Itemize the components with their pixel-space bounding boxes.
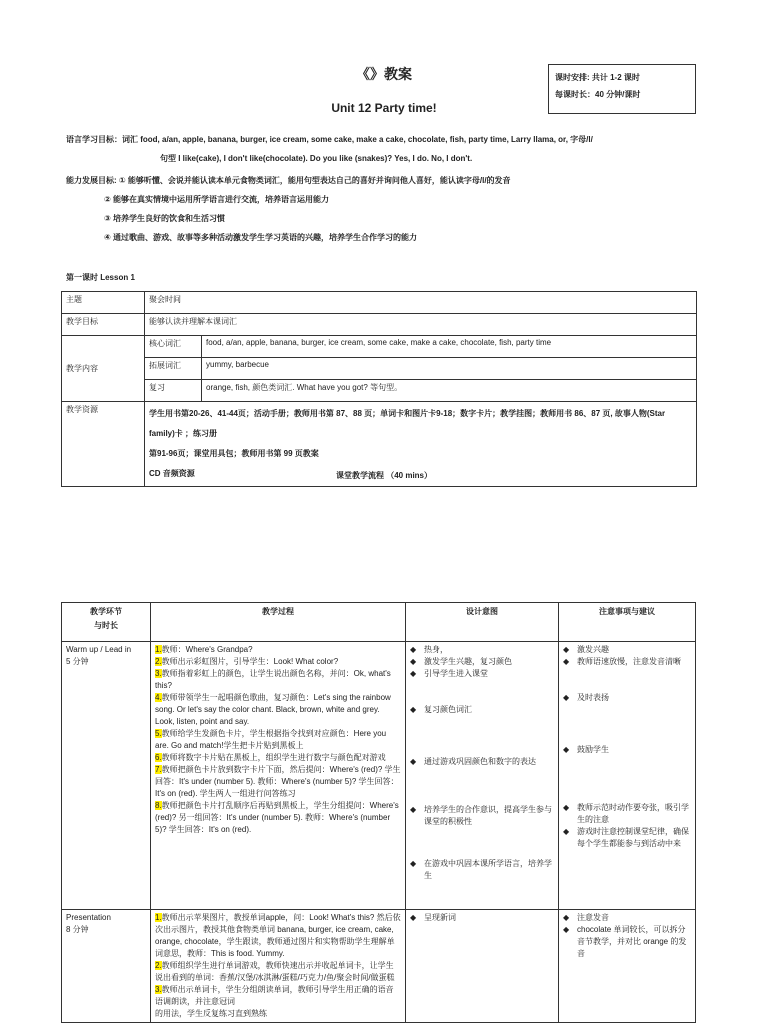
step-item: [155, 668, 401, 692]
intent-cell: [406, 642, 559, 910]
skill-target-line2: ② 能够在真实情境中运用所学语言进行交流，培养语言运用能力: [104, 195, 329, 204]
step-item: [155, 984, 401, 1008]
note-item: ◆ 教师语速放慢，注意发音清晰: [563, 656, 691, 668]
intent-item: ◆ 引导学生进入课堂: [410, 668, 554, 680]
procedure-table: [61, 602, 696, 1023]
table-header-row: [62, 603, 696, 642]
table-row: [62, 314, 697, 336]
step-number: 3.: [155, 669, 162, 678]
resources-line1: 学生用书第20-26、41-44页；活动手册；教师用书第 87、88 页；单词卡和图片卡9-18；数字卡片；教学挂图；教师用书 86、87 页, 故事人物(Star family)卡 ；练习册: [149, 409, 666, 438]
step-text: 教师把颜色卡片打乱顺序后再贴到黑板上，学生分组提问：Where's (red)? 另一组回答：It's under (number 5). 教师：Where's (number 5)? 学生回答：It's on (red).: [155, 801, 399, 834]
step-text: 教师出示苹果图片，教授单词apple，问：Look! What's this? 然后依次出示图片，教授其他食物类单词 banana, burger, ice cream, cake, orange, chocolate，学生跟读，教师通过图片和实物帮助学生理解单词意思，教师：This is food. Yummy.: [155, 913, 401, 958]
header-stage-line2: 与时长: [94, 621, 118, 630]
header-stage: [62, 603, 151, 642]
intent-item: ◆ 热身，: [410, 644, 554, 656]
skill-target: [66, 175, 706, 244]
step-number: 1.: [155, 645, 162, 654]
process-cell: [151, 910, 406, 1023]
intent-cell: [406, 910, 559, 1023]
skill-target-line4: ④ 通过歌曲、游戏、故事等多种活动激发学生学习英语的兴趣，培养学生合作学习的能力: [104, 233, 417, 242]
notes-cell: [559, 642, 696, 910]
topic-value: 聚会时间: [145, 292, 697, 314]
intent-item: ◆ 呈现新词: [410, 912, 554, 924]
language-target: [66, 134, 686, 165]
note-item: ◆ chocolate 单词较长，可以拆分音节教学，并对比 orange 的发音: [563, 924, 691, 960]
table-row: [62, 380, 697, 402]
step-text: 教师组织学生进行单词游戏，教师快速出示并收起单词卡，让学生说出看到的单词：香蕉/汉堡/冰淇淋/蛋糕/巧克力/鱼/聚会时间/做蛋糕: [155, 961, 395, 982]
note-item: ◆ 注意发音: [563, 912, 691, 924]
intent-item: ◆ 复习颜色词汇: [410, 704, 554, 716]
goal-label: 教学目标: [62, 314, 145, 336]
intent-item: ◆ 通过游戏巩固颜色和数字的表达: [410, 756, 554, 768]
step-item: [155, 728, 401, 752]
step-text: 教师出示单词卡，学生分组朗读单词，教师引导学生用正确的语音语调朗读，并注意冠词: [155, 985, 394, 1006]
header-stage-line1: 教学环节: [90, 607, 122, 616]
core-vocab-label: 核心词汇: [145, 336, 202, 358]
note-item: ◆ 教师示范时动作要夸张，吸引学生的注意: [563, 802, 691, 826]
resources-line3: CD 音频资源: [149, 469, 195, 478]
stage-cell: [62, 910, 151, 1023]
stage-name: Warm up / Lead in: [66, 645, 132, 654]
procedure-title: 课堂教学流程 （40 mins）: [335, 471, 432, 480]
intent-item: ◆ 培养学生的合作意识，提高学生参与课堂的积极性: [410, 804, 554, 828]
skill-target-line3: ③ 培养学生良好的饮食和生活习惯: [104, 214, 225, 223]
core-vocab-value: food, a/an, apple, banana, burger, ice cream, some cake, make a cake, chocolate, fish, party time: [202, 336, 697, 358]
table-row: [62, 336, 697, 358]
language-target-line2: 句型 I like(cake), I don't like(chocolate). Do you like (snakes)? Yes, I do. No, I don't.: [160, 154, 473, 163]
step-number: 2.: [155, 657, 162, 666]
header-notes: 注意事项与建议: [559, 603, 696, 642]
notes-cell: [559, 910, 696, 1023]
stage-cell: [62, 642, 151, 910]
step-number: 2.: [155, 961, 162, 970]
ext-vocab-label: 拓展词汇: [145, 358, 202, 380]
note-item: ◆ 及时表扬: [563, 692, 691, 704]
resources-label: 教学资源: [62, 402, 145, 487]
step-text: 的用法，学生反复练习直到熟练: [155, 1009, 267, 1018]
topic-label: 主题: [62, 292, 145, 314]
step-item: [155, 752, 401, 764]
stage-time: 8 分钟: [66, 925, 89, 934]
step-text: 教师给学生发颜色卡片，学生根据指令找到对应颜色：Here you are. Go and match!学生把卡片贴到黑板上: [155, 729, 387, 750]
step-text: 教师将数字卡片贴在黑板上，组织学生进行数字与颜色配对游戏: [161, 753, 386, 762]
step-number: 7.: [155, 765, 162, 774]
document-title: 《》教案: [356, 66, 412, 82]
step-number: 4.: [155, 693, 162, 702]
step-text: 教师出示彩虹图片，引导学生：Look! What color?: [161, 657, 339, 666]
header-intent: 设计意图: [406, 603, 559, 642]
review-value: orange, fish, 颜色类词汇. What have you got? 等句型。: [202, 380, 697, 402]
step-text: 教师：Where's Grandpa?: [161, 645, 253, 654]
process-cell: [151, 642, 406, 910]
step-text: 教师指着彩虹上的颜色，让学生说出颜色名称，并问：Ok, what's this?: [155, 669, 391, 690]
step-number: 8.: [155, 801, 162, 810]
info-lesson-count: 课时安排: 共计 1-2 课时: [555, 73, 640, 82]
step-item: [155, 656, 401, 668]
stage-name: Presentation: [66, 913, 111, 922]
lesson-heading: 第一课时 Lesson 1: [66, 273, 135, 282]
step-item: [155, 692, 401, 728]
step-text: 教师把颜色卡片放到数字卡片下面，然后提问：Where's (red)? 学生回答：It's under (number 5). 教师：Where's (number 5)? 学生回答：It's on (red). 学生两人一组进行问答练习: [155, 765, 401, 798]
step-item: [155, 960, 401, 984]
info-lesson-length: 每课时长：40 分钟/课时: [555, 90, 641, 99]
ext-vocab-value: yummy, barbecue: [202, 358, 697, 380]
step-item: [155, 800, 401, 836]
step-item: [155, 644, 401, 656]
table-row: [62, 910, 696, 1023]
table-row: [62, 642, 696, 910]
step-item: [155, 912, 401, 960]
intent-item: ◆ 激发学生兴趣，复习颜色: [410, 656, 554, 668]
table-row: [62, 292, 697, 314]
step-number: 3.: [155, 985, 162, 994]
unit-title: Unit 12 Party time!: [331, 101, 437, 115]
stage-time: 5 分钟: [66, 657, 89, 666]
step-item: [155, 764, 401, 800]
table-row: [62, 358, 697, 380]
step-item: [155, 1008, 401, 1020]
step-number: 6.: [155, 753, 162, 762]
content-label: 教学内容: [62, 336, 145, 402]
lesson-overview-table: [61, 291, 697, 487]
step-number: 1.: [155, 913, 162, 922]
step-number: 5.: [155, 729, 162, 738]
header-process: 教学过程: [151, 603, 406, 642]
note-item: ◆ 激发兴趣: [563, 644, 691, 656]
intent-item: ◆ 在游戏中巩固本课所学语言，培养学生: [410, 858, 554, 882]
resources-line2: 第91-96页；课堂用具包；教师用书第 99 页教案: [149, 449, 319, 458]
review-label: 复习: [145, 380, 202, 402]
note-item: ◆ 鼓励学生: [563, 744, 691, 756]
goal-value: 能够认读并理解本课词汇: [145, 314, 697, 336]
step-text: 教师带领学生一起唱颜色歌曲，复习颜色：Let's sing the rainbow song. Or let's say the color chant. Black, brown, white and grey. Look, listen, point and say.: [155, 693, 391, 726]
note-item: ◆ 游戏时注意控制课堂纪律，确保每个学生都能参与到活动中来: [563, 826, 691, 850]
language-target-line1: 语言学习目标：词汇 food, a/an, apple, banana, burger, ice cream, some cake, make a cake, chocolate, fish, party time, Larry llama, or, 字母/l/: [66, 135, 593, 144]
skill-target-line1: 能力发展目标: ① 能够听懂、会说并能认读本单元食物类词汇，能用句型表达自己的喜好并询问他人喜好，能认读字母/l/的发音: [66, 176, 511, 185]
